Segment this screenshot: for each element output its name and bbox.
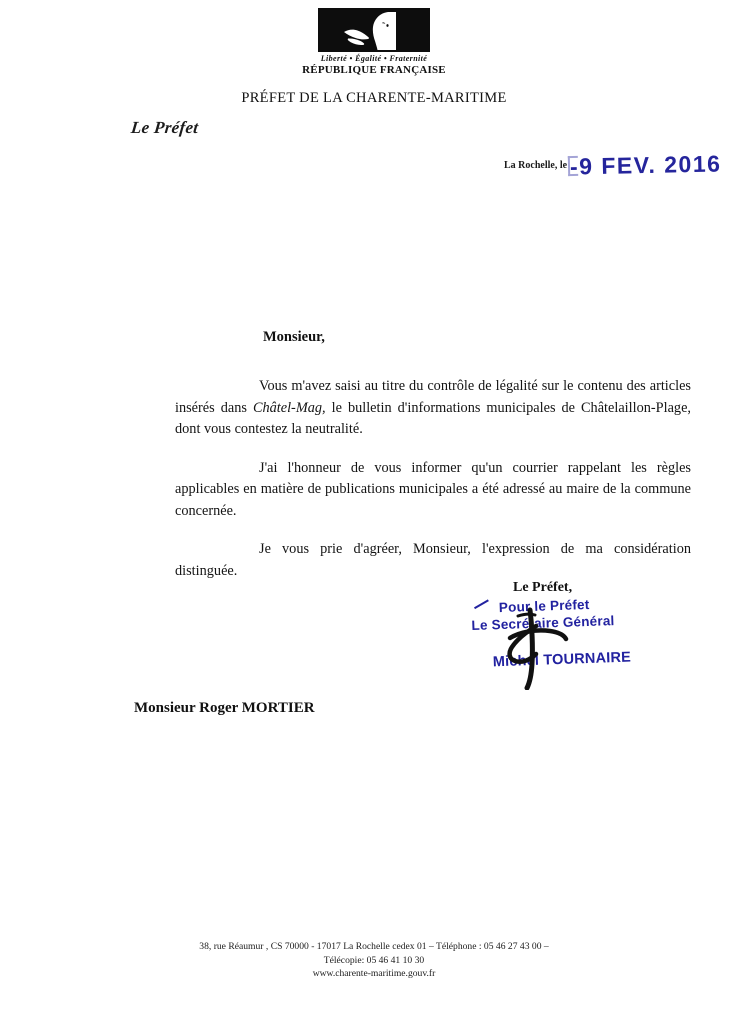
letterhead-logo-block (0, 8, 748, 76)
recipient-name: Monsieur Roger MORTIER (134, 700, 315, 716)
footer-website-line: www.charente-maritime.gouv.fr (312, 968, 436, 979)
page-footer (0, 940, 748, 981)
signature-title: Le Préfet, (513, 580, 573, 595)
paragraph-text-before: Je vous prie d'agréer, Monsieur, l'expression de ma considération distinguée. (175, 541, 691, 579)
footer-fax-line: Télécopie: 05 46 41 10 30 (323, 954, 425, 966)
prefecture-stamp (471, 595, 649, 681)
marianne-logo-icon (318, 8, 430, 52)
logo-republic-label: RÉPUBLIQUE FRANÇAISE (302, 64, 446, 76)
logo-motto: Liberté • Égalité • Fraternité (320, 54, 428, 63)
salutation: Monsieur, (263, 329, 325, 345)
stamp-line-1: Pour le Préfet (498, 596, 590, 616)
stamp-slash-icon (474, 599, 494, 617)
letter-paragraph (175, 376, 691, 441)
stamp-line-3: Michel TOURNAIRE (492, 649, 632, 671)
date-stamp-value: -9 FEV. 2016 (569, 150, 722, 180)
page-title: PRÉFET DE LA CHARENTE-MARITIME (241, 90, 507, 106)
letter-paragraph (175, 539, 691, 582)
date-place-label: La Rochelle, le (504, 160, 568, 171)
letter-body (175, 376, 691, 582)
stamp-line-2: Le Secrétaire Général (471, 613, 615, 634)
letter-paragraph (175, 458, 691, 523)
paragraph-text-italic: Châtel-Mag, (252, 399, 326, 416)
paragraph-text-before: J'ai l'honneur de vous informer qu'un courrier rappelant les règles applicables en matière de publications municipales a été adressé au maire de la commune concernée. (175, 459, 691, 519)
footer-address-line: 38, rue Réaumur , CS 70000 - 17017 La Rochelle cedex 01 – Téléphone : 05 46 27 43 00 – (199, 941, 549, 952)
prefect-script-label: Le Préfet (130, 118, 200, 137)
paragraph-text-after: le bulletin d'informations municipales de Châtelaillon-Plage, dont vous contestez la neutralité. (175, 399, 691, 437)
paragraph-text-before: Vous m'avez saisi au titre du contrôle de légalité sur le contenu des articles insérés dans (175, 378, 691, 416)
